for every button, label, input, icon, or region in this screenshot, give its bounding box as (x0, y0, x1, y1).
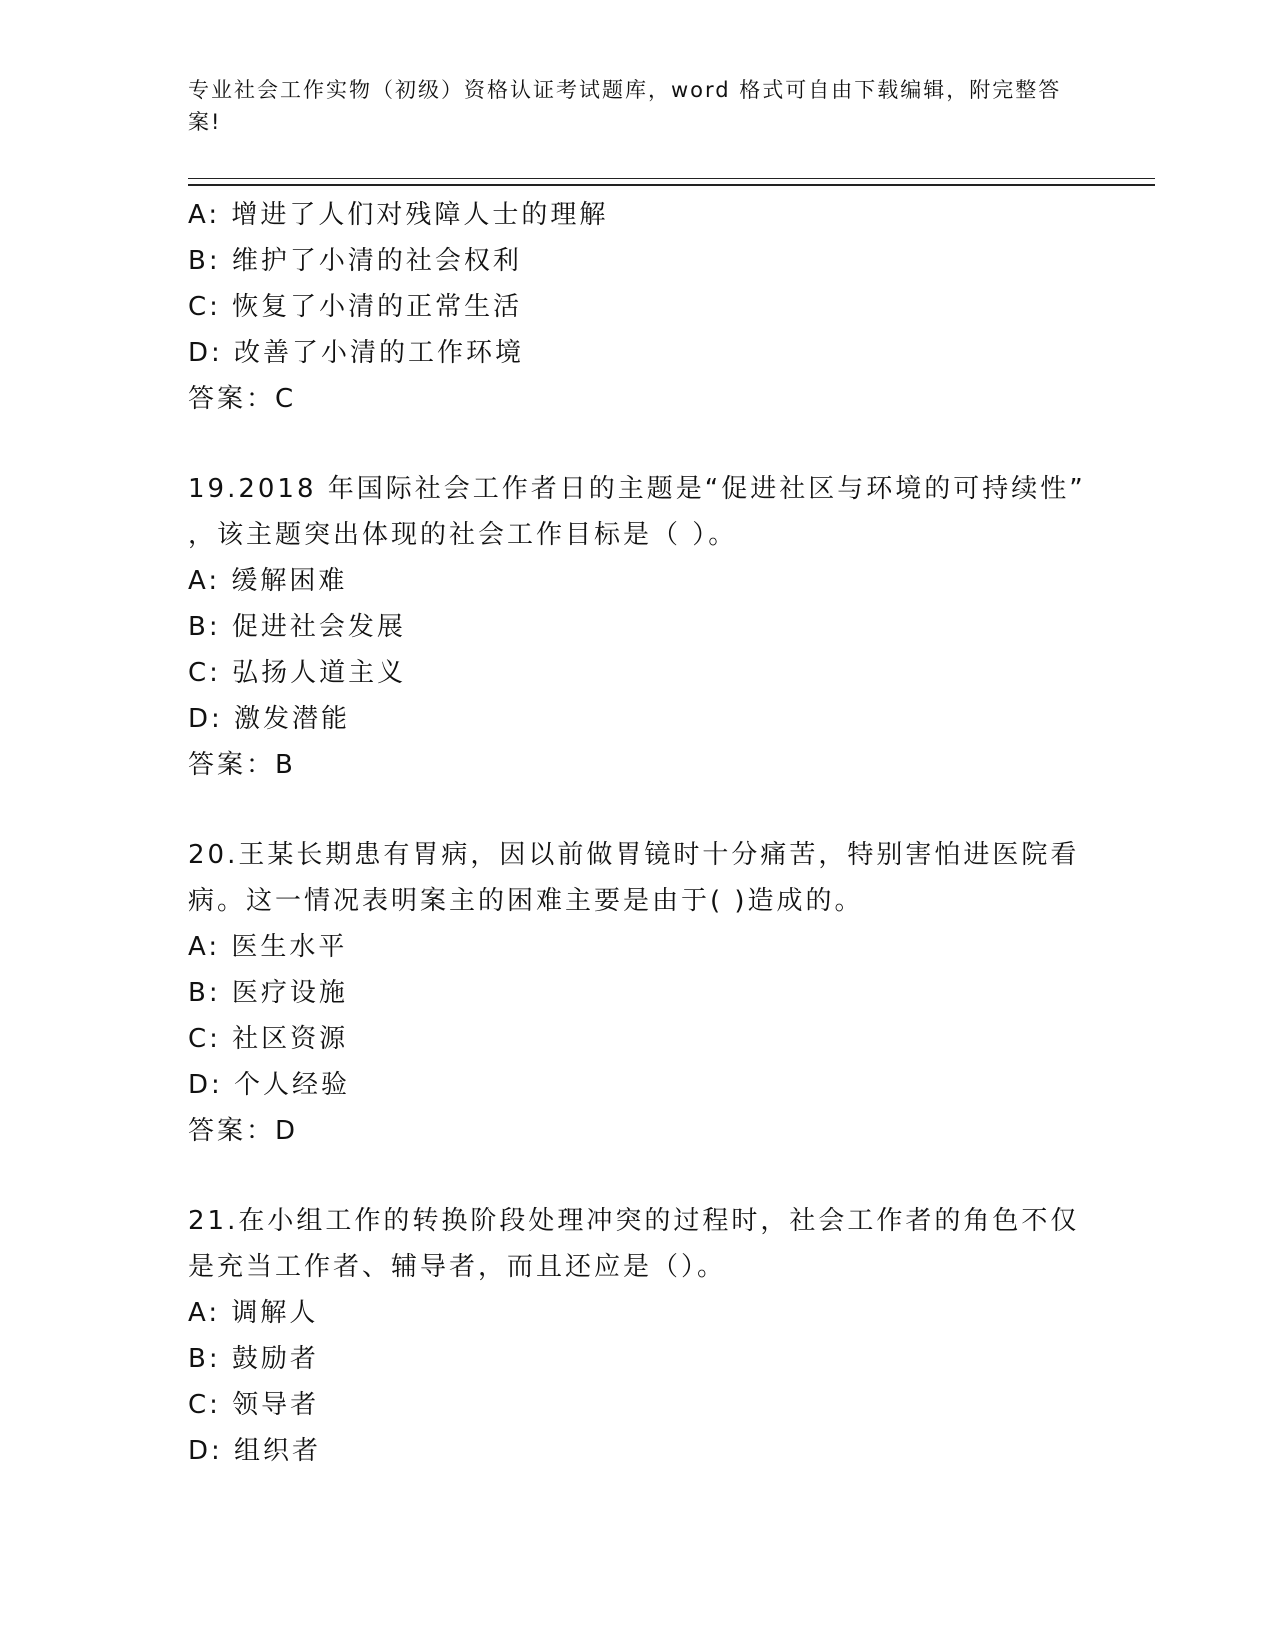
option-d: D: 个人经验 (188, 1070, 351, 1100)
option-b: B: 促进社会发展 (188, 612, 406, 642)
option-c: C: 领导者 (188, 1390, 320, 1420)
answer: 答案：C (188, 384, 297, 414)
option-b: B: 维护了小清的社会权利 (188, 246, 522, 276)
option-d: D: 激发潜能 (188, 704, 351, 734)
answer: 答案：B (188, 750, 296, 780)
option-a: A: 医生水平 (188, 932, 348, 962)
option-b: B: 鼓励者 (188, 1344, 319, 1374)
question-content (188, 192, 1088, 1474)
answer: 答案：D (188, 1116, 299, 1146)
option-a: A: 增进了人们对残障人士的理解 (188, 200, 609, 230)
header-divider (188, 178, 1155, 179)
question-20-text-cont: 病。这一情况表明案主的困难主要是由于( )造成的。 (188, 886, 864, 916)
page-header: 专业社会工作实物（初级）资格认证考试题库，word 格式可自由下载编辑，附完整答案! (188, 78, 1062, 134)
option-a: A: 缓解困难 (188, 566, 348, 596)
option-b: B: 医疗设施 (188, 978, 348, 1008)
question-21-text: 21.在小组工作的转换阶段处理冲突的过程时，社会工作者的角色不仅 (188, 1206, 1080, 1236)
option-c: C: 弘扬人道主义 (188, 658, 407, 688)
question-21-text-cont: 是充当工作者、辅导者，而且还应是（）。 (188, 1252, 727, 1282)
option-d: D: 改善了小清的工作环境 (188, 338, 525, 368)
option-c: C: 恢复了小清的正常生活 (188, 292, 523, 322)
header-divider-thick (188, 184, 1155, 186)
question-19-text-cont: ，该主题突出体现的社会工作目标是（ ）。 (188, 520, 738, 550)
option-c: C: 社区资源 (188, 1024, 349, 1054)
question-20-text: 20.王某长期患有胃病，因以前做胃镜时十分痛苦，特别害怕进医院看 (188, 840, 1080, 870)
option-d: D: 组织者 (188, 1436, 322, 1466)
option-a: A: 调解人 (188, 1298, 319, 1328)
question-19-text: 19.2018 年国际社会工作者日的主题是“促进社区与环境的可持续性” (188, 474, 1086, 504)
